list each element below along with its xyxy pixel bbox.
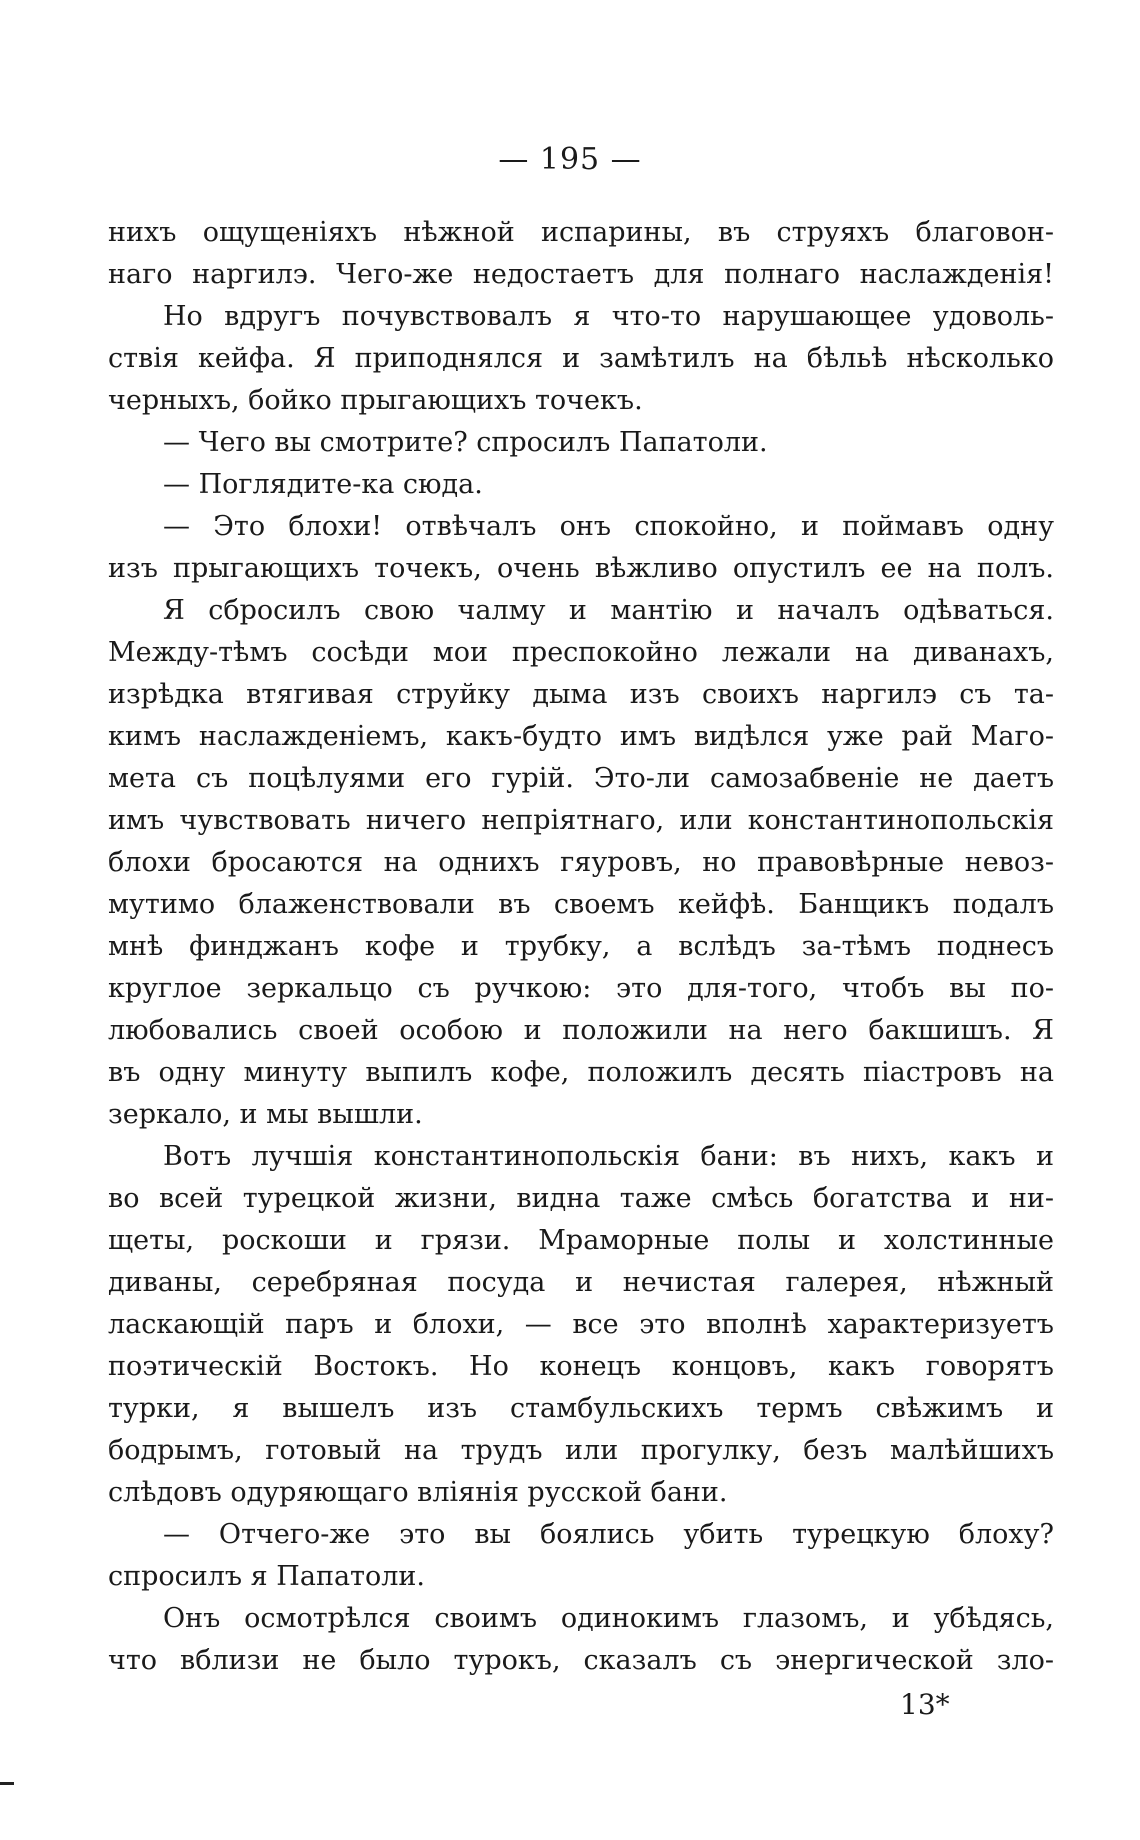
text-line: круглое зеркальцо съ ручкою: это для-того, чтобъ вы по- xyxy=(108,973,1054,1004)
text-line: въ одну минуту выпилъ кофе, положилъ десять піастровъ на xyxy=(108,1057,1054,1088)
text-line: мета съ поцѣлуями его гурій. Это-ли самозабвеніе не даетъ xyxy=(108,763,1054,794)
text-line: мнѣ финджанъ кофе и трубку, а вслѣдъ за-тѣмъ поднесъ xyxy=(108,931,1054,962)
text-line: Я сбросилъ свою чалму и мантію и началъ одѣваться. xyxy=(163,595,1054,626)
text-line: Между-тѣмъ сосѣди мои преспокойно лежали на диванахъ, xyxy=(108,637,1054,668)
text-line: имъ чувствовать ничего непріятнаго, или константинопольскія xyxy=(108,805,1054,836)
text-line: черныхъ, бойко прыгающихъ точекъ. xyxy=(108,385,643,416)
text-line: ствія кейфа. Я приподнялся и замѣтилъ на бѣльѣ нѣсколько xyxy=(108,343,1054,374)
text-line: Но вдругъ почувствовалъ я что-то нарушающее удоволь- xyxy=(163,301,1054,332)
text-line: — Это блохи! отвѣчалъ онъ спокойно, и поймавъ одну xyxy=(163,511,1054,542)
text-line: — Поглядите-ка сюда. xyxy=(163,469,483,500)
text-line: что вблизи не было турокъ, сказалъ съ энергической зло- xyxy=(108,1645,1054,1676)
text-line: нихъ ощущеніяхъ нѣжной испарины, въ струяхъ благовон- xyxy=(108,217,1054,248)
text-line: во всей турецкой жизни, видна таже смѣсь богатства и ни- xyxy=(108,1183,1054,1214)
text-line: спросилъ я Папатоли. xyxy=(108,1561,425,1592)
body-text xyxy=(108,212,1054,1682)
text-line: поэтическій Востокъ. Но конецъ концовъ, какъ говорятъ xyxy=(108,1351,1054,1382)
page-number: — 195 — xyxy=(498,142,642,177)
text-line: турки, я вышелъ изъ стамбульскихъ термъ свѣжимъ и xyxy=(108,1393,1054,1424)
text-line: зеркало, и мы вышли. xyxy=(108,1099,423,1130)
text-line: блохи бросаются на однихъ гяуровъ, но правовѣрные невоз- xyxy=(108,847,1054,878)
text-line: ласкающій паръ и блохи, — все это вполнѣ характеризуетъ xyxy=(108,1309,1054,1340)
text-line: — Отчего-же это вы боялись убить турецкую блоху? xyxy=(163,1519,1054,1550)
signature-mark: 13* xyxy=(900,1688,950,1721)
margin-mark xyxy=(0,1782,14,1785)
text-line: мутимо блаженствовали въ своемъ кейфѣ. Банщикъ подалъ xyxy=(108,889,1054,920)
text-line: любовались своей особою и положили на него бакшишъ. Я xyxy=(108,1015,1054,1046)
text-line: изрѣдка втягивая струйку дыма изъ своихъ наргилэ съ та- xyxy=(108,679,1054,710)
text-line: диваны, серебряная посуда и нечистая галерея, нѣжный xyxy=(108,1267,1054,1298)
text-line: бодрымъ, готовый на трудъ или прогулку, безъ малѣйшихъ xyxy=(108,1435,1054,1466)
text-line: изъ прыгающихъ точекъ, очень вѣжливо опустилъ ее на полъ. xyxy=(108,553,1054,584)
text-line: щеты, роскоши и грязи. Мраморные полы и холстинные xyxy=(108,1225,1054,1256)
text-line: Вотъ лучшія константинопольскія бани: въ нихъ, какъ и xyxy=(163,1141,1054,1172)
text-line: — Чего вы смотрите? спросилъ Папатоли. xyxy=(163,427,768,458)
text-line: наго наргилэ. Чего-же недостаетъ для полнаго наслажденія! xyxy=(108,259,1054,290)
text-line: Онъ осмотрѣлся своимъ одинокимъ глазомъ, и убѣдясь, xyxy=(163,1603,1054,1634)
text-line: кимъ наслажденіемъ, какъ-будто имъ видѣлся уже рай Маго- xyxy=(108,721,1054,752)
text-line: слѣдовъ одуряющаго вліянія русской бани. xyxy=(108,1477,728,1508)
